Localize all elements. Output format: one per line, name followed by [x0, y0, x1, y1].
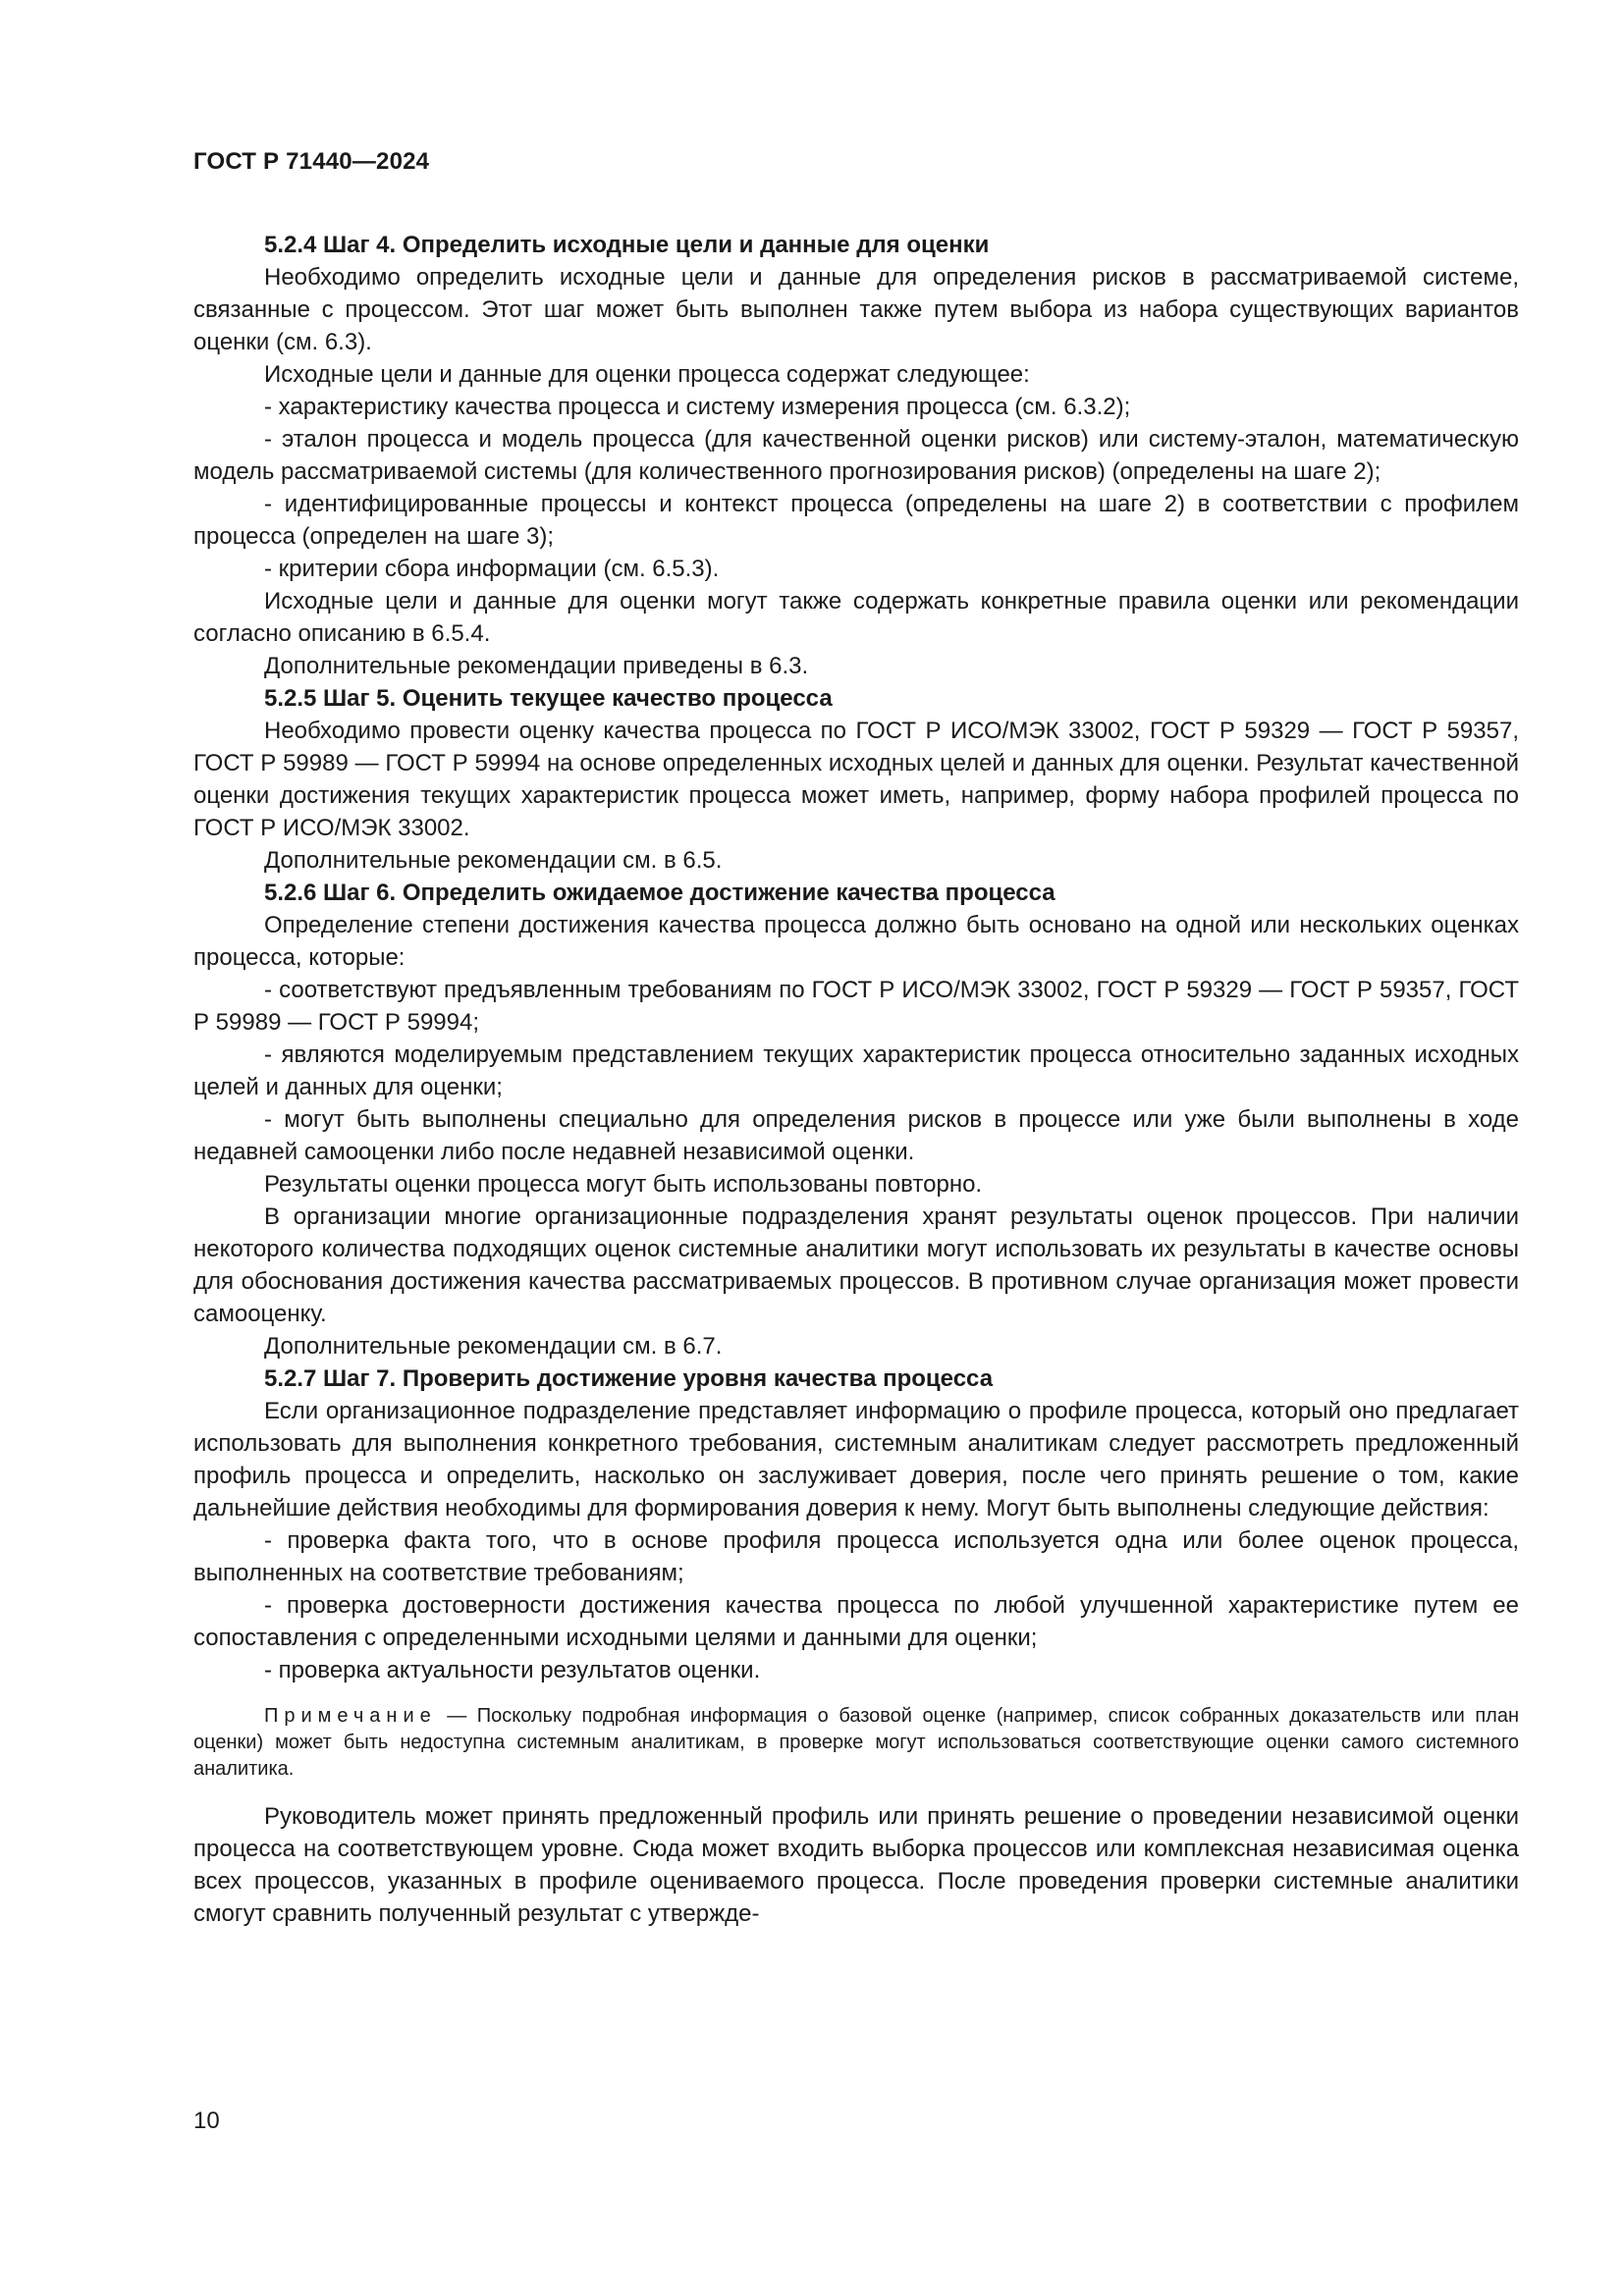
paragraph: Необходимо провести оценку качества процесса по ГОСТ Р ИСО/МЭК 33002, ГОСТ Р 59329 — ГОСТ Р 59357, ГОСТ Р 59989 — ГОСТ Р 59994 на основе определенных исходных целей и данных для оценки. Результат качественной оценки достижения текущих характеристик процесса может иметь, например, форму набора профилей процесса по ГОСТ Р ИСО/МЭК 33002. — [193, 718, 1519, 841]
list-item: - соответствуют предъявленным требованиям по ГОСТ Р ИСО/МЭК 33002, ГОСТ Р 59329 — ГОСТ Р 59357, ГОСТ Р 59989 — ГОСТ Р 59994; — [193, 977, 1519, 1036]
paragraph: Исходные цели и данные для оценки могут также содержать конкретные правила оценки или рекомендации согласно описанию в 6.5.4. — [193, 588, 1519, 647]
list-item: - проверка актуальности результатов оценки. — [264, 1657, 761, 1683]
section-heading-5-2-5: 5.2.5 Шаг 5. Оценить текущее качество процесса — [264, 685, 833, 712]
paragraph: Дополнительные рекомендации приведены в 6.3. — [264, 653, 809, 679]
list-item: - являются моделируемым представлением текущих характеристик процесса относительно заданных исходных целей и данных для оценки; — [193, 1041, 1519, 1100]
document-code-header: ГОСТ Р 71440—2024 — [193, 148, 430, 175]
list-item: - эталон процесса и модель процесса (для качественной оценки рисков) или систему-эталон, математическую модель рассматриваемой системы (для количественного прогнозирования рисков) (определены на шаге 2); — [193, 426, 1519, 485]
paragraph: Если организационное подразделение представляет информацию о профиле процесса, который оно предлагает использовать для выполнения конкретного требования, системным аналитикам следует рассмотреть предложенный профиль процесса и определить, насколько он заслуживает доверия, после чего принять решение о том, какие дальнейшие действия необходимы для формирования доверия к нему. Могут быть выполнены следующие действия: — [193, 1398, 1519, 1522]
paragraph: Дополнительные рекомендации см. в 6.5. — [264, 847, 723, 874]
note-label: Примечание — [264, 1705, 437, 1727]
note-text: — Поскольку подробная информация о базовой оценке (например, список собранных доказательств или план оценки) может быть недоступна системным аналитикам, в проверке могут использоваться соответствующие оценки самого системного аналитика. — [193, 1705, 1519, 1780]
list-item: - характеристику качества процесса и систему измерения процесса (см. 6.3.2); — [264, 394, 1131, 420]
list-item: - проверка достоверности достижения качества процесса по любой улучшенной характеристике путем ее сопоставления с определенными исходными целями и данными для оценки; — [193, 1592, 1519, 1651]
paragraph: В организации многие организационные подразделения хранят результаты оценок процессов. При наличии некоторого количества подходящих оценок системные аналитики могут использовать их результаты в качестве основы для обоснования достижения качества рассматриваемых процессов. В противном случае организация может провести самооценку. — [193, 1203, 1519, 1327]
paragraph: Руководитель может принять предложенный профиль или принять решение о проведении независимой оценки процесса на соответствующем уровне. Сюда может входить выборка процессов или комплексная независимая оценка всех процессов, указанных в профиле оцениваемого процесса. После проведения проверки системные аналитики смогут сравнить полученный результат с утвержде- — [193, 1803, 1519, 1927]
section-heading-5-2-6: 5.2.6 Шаг 6. Определить ожидаемое достижение качества процесса — [264, 880, 1056, 906]
paragraph: Определение степени достижения качества процесса должно быть основано на одной или нескольких оценках процесса, которые: — [193, 912, 1519, 971]
note-block — [193, 1703, 1519, 1783]
paragraph: Необходимо определить исходные цели и данные для определения рисков в рассматриваемой системе, связанные с процессом. Этот шаг может быть выполнен также путем выбора из набора существующих вариантов оценки (см. 6.3). — [193, 264, 1519, 355]
section-heading-5-2-4: 5.2.4 Шаг 4. Определить исходные цели и данные для оценки — [264, 232, 990, 258]
list-item: - могут быть выполнены специально для определения рисков в процессе или уже были выполнены в ходе недавней самооценки либо после недавней независимой оценки. — [193, 1106, 1519, 1165]
paragraph: Исходные цели и данные для оценки процесса содержат следующее: — [264, 361, 1030, 388]
paragraph: Результаты оценки процесса могут быть использованы повторно. — [264, 1171, 983, 1198]
list-item: - идентифицированные процессы и контекст процесса (определены на шаге 2) в соответствии с профилем процесса (определен на шаге 3); — [193, 491, 1519, 550]
list-item: - проверка факта того, что в основе профиля процесса используется одна или более оценок процесса, выполненных на соответствие требованиям; — [193, 1527, 1519, 1586]
page-number: 10 — [193, 2108, 220, 2134]
document-body — [193, 229, 1519, 1930]
section-heading-5-2-7: 5.2.7 Шаг 7. Проверить достижение уровня качества процесса — [264, 1365, 994, 1392]
paragraph: Дополнительные рекомендации см. в 6.7. — [264, 1333, 723, 1360]
list-item: - критерии сбора информации (см. 6.5.3). — [264, 556, 720, 582]
